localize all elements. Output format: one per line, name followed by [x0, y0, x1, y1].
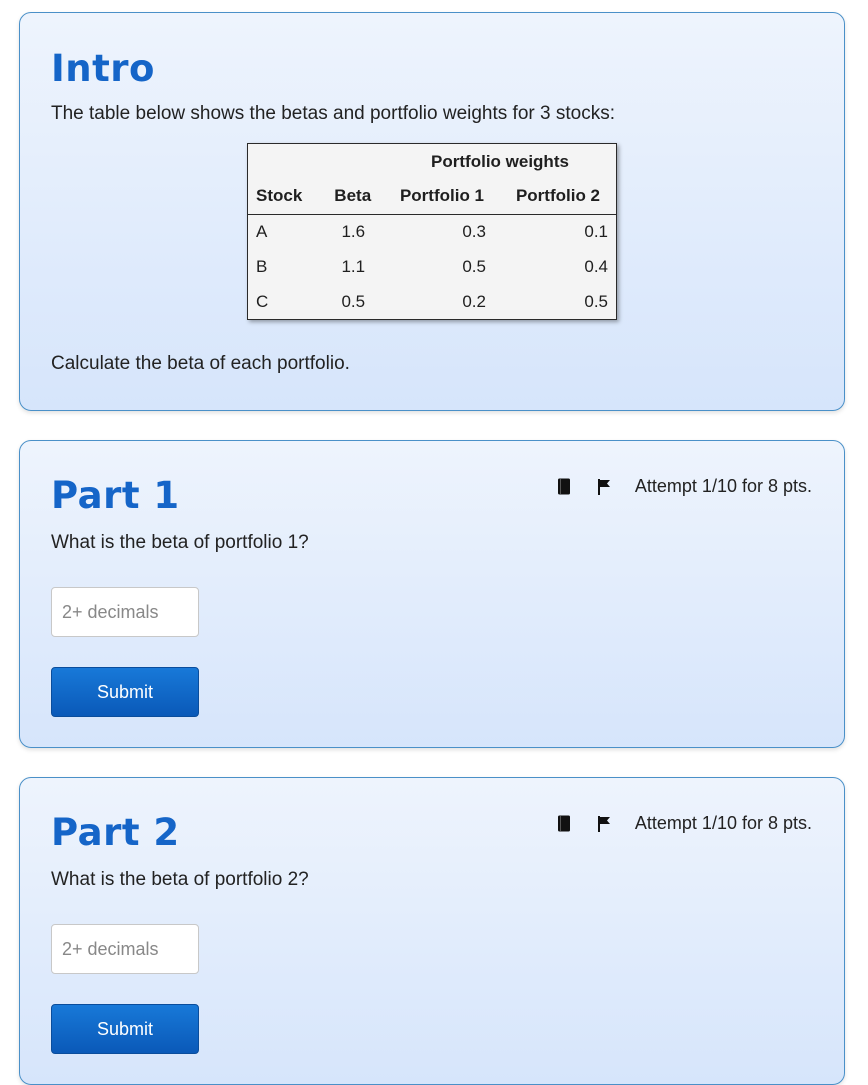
- table-header-portfolio-1: Portfolio 1: [384, 179, 500, 214]
- intro-card: [19, 12, 845, 411]
- part-1-question: What is the beta of portfolio 1?: [51, 532, 309, 553]
- table-cell: 0.5: [341, 291, 366, 311]
- part-1-answer-input[interactable]: [51, 587, 199, 637]
- attempt-text: Attempt 1/10 for 8 pts.: [634, 476, 812, 496]
- intro-text: The table below shows the betas and portfolio weights for 3 stocks:: [51, 103, 615, 124]
- flag-icon[interactable]: [597, 816, 611, 832]
- table-group-header: Portfolio weights: [431, 151, 569, 171]
- table-row: [248, 284, 616, 319]
- table-cell: B: [256, 256, 268, 276]
- part-2-attempt-bar: [557, 813, 812, 834]
- book-icon[interactable]: [557, 815, 571, 832]
- part-1-card: [19, 440, 845, 748]
- table-cell: 1.6: [341, 221, 366, 241]
- table-cell: 0.3: [462, 221, 486, 241]
- intro-title: Intro: [51, 47, 155, 90]
- part-1-title: Part 1: [51, 474, 180, 517]
- table-cell: 0.2: [462, 291, 486, 311]
- table-cell: 0.1: [584, 221, 608, 241]
- table-cell: C: [256, 291, 269, 311]
- intro-instruction: Calculate the beta of each portfolio.: [51, 353, 350, 374]
- table-cell: 0.5: [462, 256, 486, 276]
- part-2-title: Part 2: [51, 811, 180, 854]
- part-2-submit-button[interactable]: Submit: [51, 1004, 199, 1054]
- table-header-beta: Beta: [321, 179, 384, 214]
- attempt-text: Attempt 1/10 for 8 pts.: [634, 813, 812, 833]
- flag-icon[interactable]: [597, 479, 611, 495]
- table-cell: 0.5: [584, 291, 608, 311]
- table-row: [248, 249, 616, 284]
- table-cell: A: [256, 221, 268, 241]
- table-row: [248, 214, 616, 249]
- part-1-attempt-bar: [557, 476, 812, 497]
- book-icon[interactable]: [557, 478, 571, 495]
- table-cell: 1.1: [341, 256, 366, 276]
- betas-table: [247, 143, 617, 320]
- table-header-stock: Stock: [248, 179, 321, 214]
- table-header-portfolio-2: Portfolio 2: [500, 179, 616, 214]
- table-cell: 0.4: [584, 256, 608, 276]
- part-2-card: [19, 777, 845, 1085]
- part-2-answer-input[interactable]: [51, 924, 199, 974]
- part-1-submit-button[interactable]: Submit: [51, 667, 199, 717]
- part-2-question: What is the beta of portfolio 2?: [51, 869, 309, 890]
